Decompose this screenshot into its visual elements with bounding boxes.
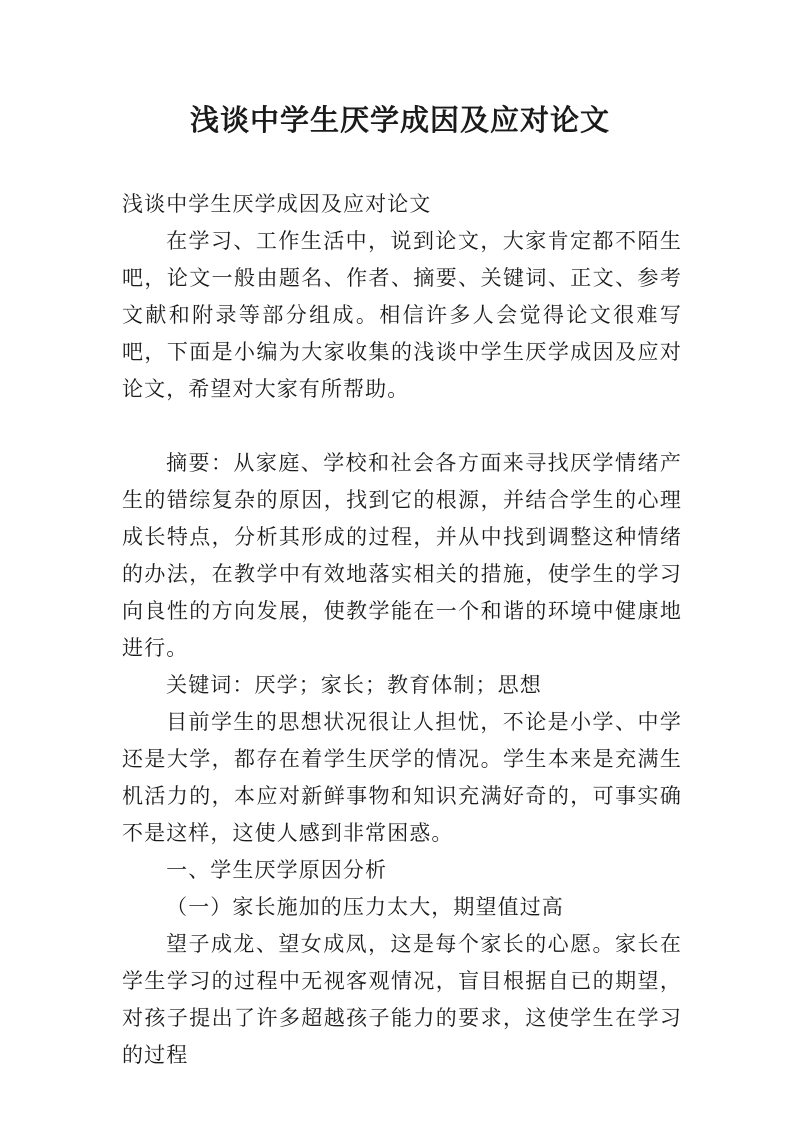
body-paragraph: 望子成龙、望女成凤，这是每个家长的心愿。家长在学生学习的过程中无视客观情况，盲目根据自已的期望，对孩子提出了许多超越孩子能力的要求，这使学生在学习的过程: [122, 932, 682, 1067]
abstract-paragraph: 摘要：从家庭、学校和社会各方面来寻找厌学情绪产生的错综复杂的原因，找到它的根源，并结合学生的心理成长特点，分析其形成的过程，并从中找到调整这种情绪的办法，在教学中有效地落实相关的措施，使学生的学习向良性的方向发展，使教学能在一个和谐的环境中健康地进行。: [122, 451, 682, 660]
keywords-paragraph: 关键词：厌学；家长；教育体制；思想: [166, 673, 542, 697]
body-paragraph: 目前学生的思想状况很让人担忧，不论是小学、中学还是大学，都存在着学生厌学的情况。学生本来是充满生机活力的，本应对新鲜事物和知识充满好奇的，可事实确不是这样，这使人感到非常困惑。: [122, 710, 682, 845]
section-heading: 一、学生厌学原因分析: [166, 858, 388, 882]
subtitle-paragraph: 浅谈中学生厌学成因及应对论文: [122, 192, 432, 216]
subsection-heading: （一）家长施加的压力太大，期望值过高: [166, 895, 564, 919]
intro-paragraph: 在学习、工作生活中，说到论文，大家肯定都不陌生吧，论文一般由题名、作者、摘要、关键词、正文、参考文献和附录等部分组成。相信许多人会觉得论文很难写吧，下面是小编为大家收集的浅谈中学生厌学成因及应对论文，希望对大家有所帮助。: [122, 229, 682, 401]
document-title: 浅谈中学生厌学成因及应对论文: [189, 103, 610, 137]
document-body: [122, 186, 682, 1074]
